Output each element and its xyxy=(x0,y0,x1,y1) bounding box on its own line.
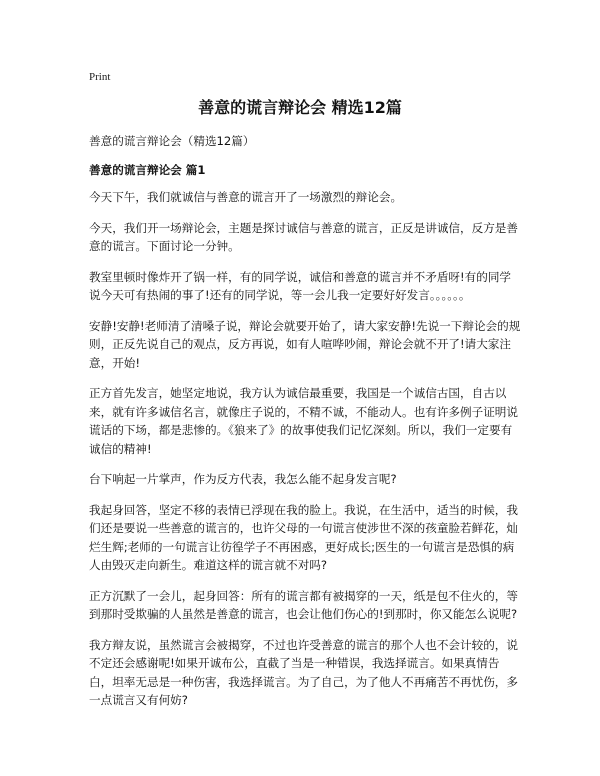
document-content xyxy=(89,132,521,722)
document-title: 善意的谎言辩论会 精选12篇 xyxy=(198,98,402,117)
paragraph-8: 正方沉默了一会儿，起身回答：所有的谎言都有被揭穿的一天，纸是包不住火的，等到那时受欺骗的人虽然是善意的谎言，也会让他们伤心的!到那时，你又能怎么说呢? xyxy=(89,588,518,621)
document-subtitle: 善意的谎言辩论会（精选12篇） xyxy=(89,134,255,148)
print-link[interactable]: Print xyxy=(89,71,111,83)
paragraph-3: 教室里顿时像炸开了锅一样，有的同学说，诚信和善意的谎言并不矛盾呀!有的同学说今天可有热闹的事了!还有的同学说，等一会儿我一定要好好发言。。。。。。 xyxy=(89,269,512,302)
paragraph-9: 我方辩友说，虽然谎言会被揭穿，不过也许受善意的谎言的那个人也不会计较的，说不定还会感谢呢!如果开诚布公，直截了当是一种错误，我选择谎言。如果真情告白，坦率无忌是一种伤害，我选择谎言。为了自己，为了他人不再痛苦不再忧伤，多一点谎言又有何妨? xyxy=(89,637,518,707)
paragraph-5: 正方首先发言，她坚定地说，我方认为诚信最重要，我国是一个诚信古国，自古以来，就有许多诚信名言，就像庄子说的，不精不诚，不能动人。也有许多例子证明说谎话的下场，都是悲惨的。《狼来了》的故事使我们记忆深刻。所以，我们一定要有诚信的精神! xyxy=(89,386,518,456)
paragraph-6: 台下响起一片掌声，作为反方代表，我怎么能不起身发言呢? xyxy=(89,472,397,486)
paragraph-7: 我起身回答，坚定不移的表情已浮现在我的脸上。我说，在生活中，适当的时候，我们还是要说一些善意的谎言的，也许父母的一句谎言使涉世不深的孩童脸若鲜花，灿烂生辉;老师的一句谎言让彷徨学子不再困惑，更好成长;医生的一句谎言是恐惧的病人由毁灭走向新生。难道这样的谎言就不对吗? xyxy=(89,502,518,572)
paragraph-1: 今天下午，我们就诚信与善意的谎言开了一场激烈的辩论会。 xyxy=(89,190,403,204)
paragraph-4: 安静!安静!老师清了清嗓子说，辩论会就要开始了，请大家安静!先说一下辩论会的规则，正反先说自己的观点，反方再说，如有人喧哗吵闹，辩论会就不开了!请大家注意，开始! xyxy=(89,318,521,370)
paragraph-2: 今天，我们开一场辩论会，主题是探讨诚信与善意的谎言，正反是讲诚信，反方是善意的谎言。下面讨论一分钟。 xyxy=(89,220,518,253)
section-heading: 善意的谎言辩论会 篇1 xyxy=(89,162,206,177)
